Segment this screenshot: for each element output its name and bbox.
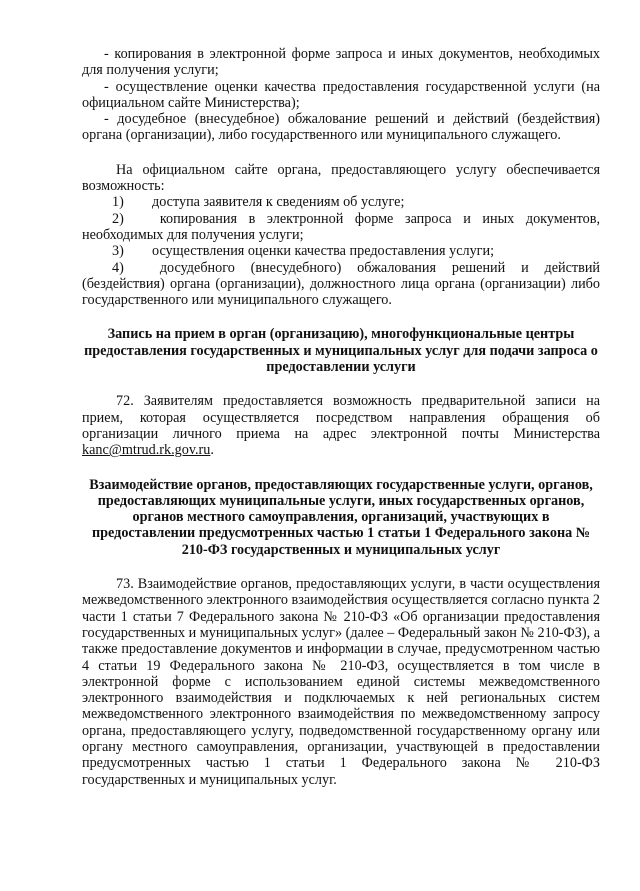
paragraph-72-suffix: .	[210, 442, 214, 459]
paragraph-73: 73. Взаимодействие органов, предоставляющих услуги, в части осуществления межведомственного электронного взаимодействия осуществляется согласно пункта 2 части 1 статьи 7 Федерального закона № 210-ФЗ «Об организации предоставления государственных и муниципальных услуг» (далее – Федеральный закон № 210-ФЗ), а также предоставление документов и информации в случае, предусмотренном частью 4 статьи 19 Федерального закона № 210-ФЗ, осуществляется в том числе в электронной форме с использованием единой системы межведомственного электронного взаимодействия и подключаемых к ней региональных систем межведомственного электронного взаимодействия по межведомственному запросу органа, предоставляющего услугу, подведомственной государственному органу или органу местного самоуправления, организации, участвующей в предоставлении предусмотренных частью 1 статьи 1 Федерального закона № 210-ФЗ государственных и муниципальных услуг.	[82, 576, 600, 788]
item-text: осуществления оценки качества предоставления услуги;	[152, 243, 495, 260]
list-item: - осуществление оценки качества предоставления государственной услуги (на официальном сайте Министерства);	[82, 78, 600, 111]
item-text: досудебного (внесудебного) обжалования решений и действий (бездействия) органа (организации), должностного лица органа (организации) либо государственного или муниципального служащего.	[82, 259, 600, 309]
paragraph-72-text: 72. Заявителям предоставляется возможность предварительной записи на прием, которая осуществляется посредством направления обращения об организации личного приема на адрес электронной почты Министерства	[82, 393, 600, 442]
email-link[interactable]: kanc@mtrud.rk.gov.ru	[82, 442, 211, 459]
item-text: копирования в электронной форме запроса и иных документов, необходимых для получения услуги;	[82, 210, 600, 243]
intro-paragraph: На официальном сайте органа, предоставляющего услугу обеспечивается возможность:	[82, 161, 600, 195]
item-text: доступа заявителя к сведениям об услуге;	[152, 194, 405, 211]
list-item: - копирования в электронной форме запроса и иных документов, необходимых для получения услуги;	[82, 46, 600, 79]
paragraph-72	[82, 393, 600, 458]
item-number: 3)	[112, 243, 124, 260]
numbered-item	[82, 211, 600, 244]
section-heading: Взаимодействие органов, предоставляющих государственные услуги, органов, предоставляющих муниципальные услуги, иных государственных органов, органов местного самоуправления, организаций, участвующих в предоставлении предусмотренных частью 1 статьи 1 Федерального закона № 210-ФЗ государственных и муниципальных услуг	[89, 476, 593, 558]
numbered-item	[82, 243, 600, 259]
document-page	[82, 46, 600, 788]
item-number: 1)	[112, 194, 124, 211]
numbered-item	[82, 260, 600, 309]
numbered-item	[82, 194, 600, 210]
item-number: 2)	[112, 210, 124, 227]
item-number: 4)	[112, 259, 124, 276]
list-item: - досудебное (внесудебное) обжалование решений и действий (бездействия) органа (организации), либо государственного или муниципального служащего.	[82, 111, 600, 144]
section-heading: Запись на прием в орган (организацию), многофункциональные центры предоставления государственных и муниципальных услуг для подачи запроса о предоставлении услуги	[84, 326, 598, 376]
